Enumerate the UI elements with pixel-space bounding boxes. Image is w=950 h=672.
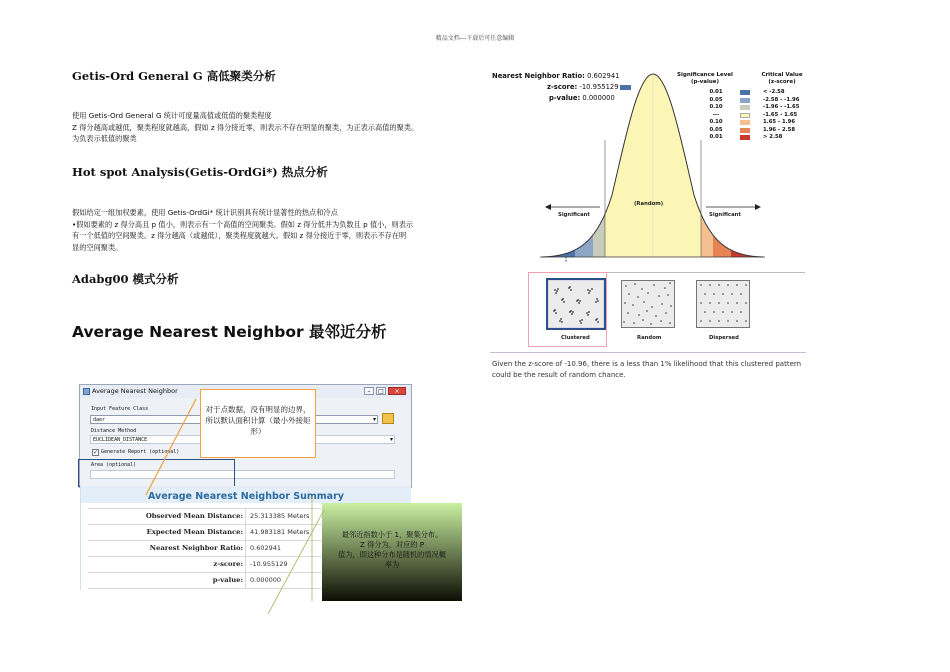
report-label: Generate Report (optional)	[101, 449, 180, 455]
summary-key: z-score:	[213, 560, 243, 568]
section-title-adabg: Adabg00 模式分析	[72, 272, 179, 286]
distance-method-value: EUCLIDEAN_DISTANCE	[93, 437, 148, 443]
p-label: p-value:	[549, 94, 581, 102]
random-pattern	[621, 280, 675, 328]
caption-rule	[490, 352, 806, 353]
legend-p: 0.01	[709, 134, 723, 140]
text-line: 值为，即这种分布是随机的情况概	[338, 550, 446, 559]
text-line: 率为	[384, 560, 400, 569]
pattern-label-clustered: Clustered	[561, 335, 590, 341]
figure-caption: Given the z-score of -10.96, there is a less than 1% likelihood that this clustered pattern could be the result of random chance.	[492, 360, 802, 379]
z-value: -10.955129	[579, 83, 619, 91]
text-line: 有一个低值的空间聚类。z 得分越高（或越低），聚类程度就越大。假如 z 得分接近于零，则表示不存在明	[72, 231, 407, 240]
random-label: (Random)	[634, 201, 664, 207]
maximize-icon[interactable]: □	[376, 387, 386, 395]
chevron-down-icon[interactable]: ▾	[389, 436, 393, 443]
legend-header-line: (p-value)	[690, 78, 720, 85]
summary-value: 0.000000	[250, 576, 282, 584]
legend-header-line: (z-score)	[768, 78, 796, 85]
pattern-label-random: Random	[637, 335, 662, 341]
input-feature-label: Input Feature Class	[91, 406, 149, 412]
text-line: 使用 Getis-Ord General G 统计可度量高值或低值的聚类程度	[72, 111, 272, 120]
close-icon[interactable]: ×	[388, 387, 406, 395]
legend-p: ---	[712, 111, 720, 118]
legend-header-line: Critical Value	[761, 72, 803, 78]
legend-z: 1.96 - 2.58	[763, 126, 796, 133]
text-line: •假如要素的 z 得分高且 p 值小，则表示有一个高值的空间聚类。假如 z 得分低并为负数且 p 值小，则表示	[72, 219, 414, 229]
nnr-value: 0.602941	[587, 72, 620, 80]
text-line: 显的空间聚类。	[72, 242, 123, 252]
text-line: 假如给定一组加权要素，使用 Getis-OrdGi* 统计识别具有统计显著性的热点和冷点	[72, 208, 338, 217]
legend-z: > 2.58	[763, 134, 783, 140]
significant-right-label: Significant	[709, 212, 741, 218]
summary-title: Average Nearest Neighbor Summary	[81, 486, 411, 503]
legend-p: 0.05	[709, 96, 723, 103]
legend-p: 0.10	[709, 119, 723, 125]
area-label: Area (optional)	[91, 462, 137, 468]
p-value: 0.000000	[582, 94, 615, 102]
summary-key: Nearest Neighbor Ratio:	[149, 544, 243, 552]
summary-key: Observed Mean Distance:	[145, 512, 243, 520]
section-title-ann: Average Nearest Neighbor 最邻近分析	[72, 323, 387, 341]
distance-method-label: Distance Method	[91, 428, 137, 434]
text-line: Z 得分越高或越低，聚类程度就越高，假如 z 得分接近零，则表示不存在明显的聚类，为正表示高值的聚类。	[72, 122, 419, 132]
summary-key: p-value:	[212, 576, 243, 584]
text-line: Z 得分为，对应的 P	[359, 540, 425, 549]
legend-z: -2.58 - -1.96	[763, 96, 800, 103]
dispersed-pattern	[696, 280, 750, 328]
summary-value: -10.955129	[250, 560, 288, 568]
legend-p: 0.01	[709, 89, 723, 95]
text-line: 最邻近指数小于 1，聚集分布。	[341, 530, 443, 539]
legend-p: 0.05	[709, 126, 723, 133]
page-header: 精品文档---下载后可任意编辑	[435, 35, 515, 42]
report-checkbox[interactable]: ✓	[93, 449, 99, 456]
section-title-getis: Getis-Ord General G 高低聚类分析	[72, 69, 276, 83]
minimize-icon[interactable]: –	[364, 387, 374, 395]
summary-value: 41.983181 Meters	[250, 528, 310, 536]
nnr-label: Nearest Neighbor Ratio:	[492, 72, 585, 80]
legend-z: -1.96 - -1.65	[763, 104, 800, 110]
z-label: z-score:	[547, 83, 578, 91]
legend-z: -1.65 - 1.65	[763, 111, 798, 118]
section-title-hotspot: Hot spot Analysis(Getis-OrdGi*) 热点分析	[72, 165, 328, 179]
summary-value: 0.602941	[250, 544, 282, 552]
normal-distribution-curve	[540, 70, 765, 262]
summary-key: Expected Mean Distance:	[146, 528, 243, 536]
legend-z: < -2.58	[763, 89, 785, 95]
chevron-down-icon[interactable]: ▾	[372, 416, 376, 423]
legend-p: 0.10	[709, 104, 723, 110]
summary-value: 25.313385 Meters	[250, 512, 310, 520]
legend-header-line: Significance Level	[677, 72, 733, 78]
input-feature-value: daer	[93, 417, 106, 423]
legend-z: 1.65 - 1.96	[763, 119, 796, 125]
clustered-pattern	[546, 278, 606, 330]
significant-left-label: Significant	[558, 212, 590, 218]
pattern-label-dispersed: Dispersed	[709, 335, 739, 341]
text-line: 为负表示低值的聚类	[72, 134, 137, 143]
dialog-title: Average Nearest Neighbor	[92, 387, 178, 395]
callout-area-note: 对于点数据，没有明显的边界，所以默认面积计算（最小外接矩形）	[200, 389, 316, 458]
